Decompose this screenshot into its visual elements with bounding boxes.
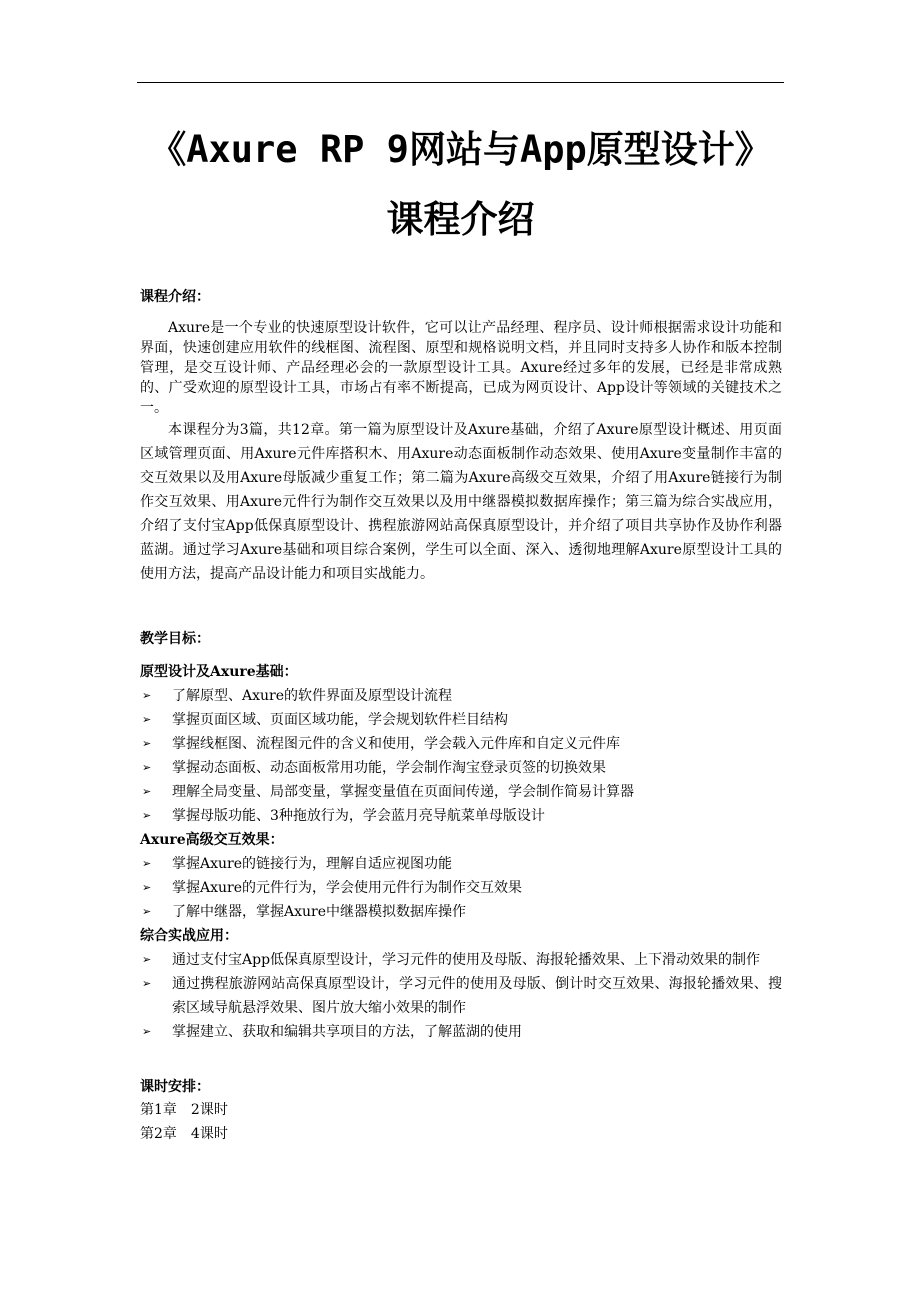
goal-item-text: 掌握页面区域、页面区域功能，学会规划软件栏目结构 (172, 712, 508, 728)
header-rule (137, 82, 784, 83)
goal-item-text: 掌握线框图、流程图元件的含义和使用，学会载入元件库和自定义元件库 (172, 736, 620, 752)
goal-item-text: 了解原型、Axure的软件界面及原型设计流程 (172, 688, 452, 704)
goal-group-title: 原型设计及Axure基础： (140, 664, 298, 680)
goal-list-item (140, 804, 782, 828)
schedule-heading: 课时安排： (140, 1079, 210, 1095)
arrowhead-bullet-icon: ➢ (142, 713, 152, 726)
goal-item-text: 通过携程旅游网站高保真原型设计，学习元件的使用及母版、倒计时交互效果、海报轮播效果、搜索区域导航悬浮效果、图片放大缩小效果的制作 (172, 976, 782, 1016)
document-title: 《Axure RP 9网站与App原型设计》 (149, 128, 772, 171)
schedule-row (140, 1098, 782, 1122)
arrowhead-bullet-icon: ➢ (142, 785, 152, 798)
goals-heading: 教学目标： (140, 631, 210, 647)
goal-list-item (140, 780, 782, 804)
goal-list-item (140, 684, 782, 708)
arrowhead-bullet-icon: ➢ (142, 953, 152, 966)
goal-item-text: 掌握Axure的链接行为，理解自适应视图功能 (172, 856, 452, 872)
arrowhead-bullet-icon: ➢ (142, 761, 152, 774)
arrowhead-bullet-icon: ➢ (142, 905, 152, 918)
goal-list-item (140, 756, 782, 780)
goal-item-text: 理解全局变量、局部变量，掌握变量值在页面间传递，学会制作简易计算器 (172, 784, 634, 800)
arrowhead-bullet-icon: ➢ (142, 737, 152, 750)
goal-list-item (140, 948, 782, 972)
arrowhead-bullet-icon: ➢ (142, 881, 152, 894)
goal-list-item (140, 708, 782, 732)
goal-list-item (140, 900, 782, 924)
arrowhead-bullet-icon: ➢ (142, 857, 152, 870)
goal-item-text: 掌握母版功能、3种拖放行为，学会蓝月亮导航菜单母版设计 (172, 808, 545, 824)
document-subtitle: 课程介绍 (386, 198, 535, 241)
goal-item-text: 通过支付宝App低保真原型设计，学习元件的使用及母版、海报轮播效果、上下滑动效果的制作 (172, 952, 761, 968)
arrowhead-bullet-icon: ➢ (142, 689, 152, 702)
intro-paragraph: Axure是一个专业的快速原型设计软件，它可以让产品经理、程序员、设计师根据需求设计功能和界面，快速创建应用软件的线框图、流程图、原型和规格说明文档，并且同时支持多人协作和版本控制管理，是交互设计师、产品经理必会的一款原型设计工具。Axure经过多年的发展，已经是非常成熟的、广受欢迎的原型设计工具，市场占有率不断提高，已成为网页设计、App设计等领域的关键技术之一。 (140, 320, 782, 416)
schedule-hours: 2课时 (190, 1102, 228, 1118)
goal-list-item (140, 852, 782, 876)
arrowhead-bullet-icon: ➢ (142, 809, 152, 822)
document-body (140, 286, 782, 1146)
goal-item-text: 掌握动态面板、动态面板常用功能，学会制作淘宝登录页签的切换效果 (172, 760, 606, 776)
arrowhead-bullet-icon: ➢ (142, 977, 152, 990)
intro-heading: 课程介绍： (140, 289, 210, 305)
goal-list-item (140, 972, 782, 1020)
goal-group-title: 综合实战应用： (140, 928, 238, 944)
intro-paragraph: 本课程分为3篇，共12章。第一篇为原型设计及Axure基础，介绍了Axure原型设计概述、用页面区域管理页面、用Axure元件库搭积木、用Axure动态面板制作动态效果、使用Axure变量制作丰富的交互效果以及用Axure母版减少重复工作；第二篇为Axure高级交互效果，介绍了用Axure链接行为制作交互效果、用Axure元件行为制作交互效果以及用中继器模拟数据库操作；第三篇为综合实战应用，介绍了支付宝App低保真原型设计、携程旅游网站高保真原型设计，并介绍了项目共享协作及协作利器蓝湖。通过学习Axure基础和项目综合案例，学生可以全面、深入、透彻地理解Axure原型设计工具的使用方法，提高产品设计能力和项目实战能力。 (140, 422, 782, 582)
goal-item-text: 了解中继器，掌握Axure中继器模拟数据库操作 (172, 904, 466, 920)
schedule-chapter: 第2章 (140, 1126, 177, 1142)
goal-item-text: 掌握建立、获取和编辑共享项目的方法，了解蓝湖的使用 (172, 1024, 522, 1040)
goal-group-title: Axure高级交互效果： (140, 832, 284, 848)
goal-list-item (140, 1020, 782, 1044)
goal-item-text: 掌握Axure的元件行为，学会使用元件行为制作交互效果 (172, 880, 522, 896)
arrowhead-bullet-icon: ➢ (142, 1025, 152, 1038)
goal-list-item (140, 732, 782, 756)
goal-list-item (140, 876, 782, 900)
schedule-row (140, 1122, 782, 1146)
schedule-hours: 4课时 (190, 1126, 228, 1142)
schedule-chapter: 第1章 (140, 1102, 177, 1118)
